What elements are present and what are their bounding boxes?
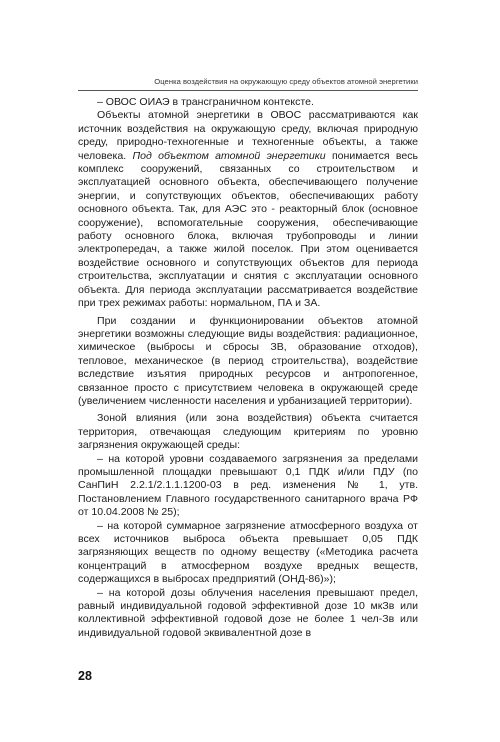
paragraph-4: Зоной влияния (или зона воздействия) объекта считается территория, отвечающая следующим критериям по уровню загрязнения окружающей среды: bbox=[78, 412, 418, 452]
paragraph-2-continuation: понимается весь комплекс сооружений, связанных со строительством и эксплуатацией основного объекта, обеспечивающего получение энергии, и сопутствующих объектов, обеспечивающих работу основного объекта. Так, для АЭС это - реакторный блок (основное сооружение), вспомогательные сооружения, обеспечивающие работу основного блока, включая трубопроводы и линии электропередач, а также жилой поселок. При этом оценивается воздействие основного и сопутствующих объектов для периода строительства, эксплуатации и снятия с эксплуатации основного объекта. Для периода эксплуатации рассматривается воздействие при трех режимах работы: нормальном, ПА и ЗА. bbox=[78, 149, 419, 310]
criterion-3: – на которой дозы облучения населения превышают предел, равный индивидуальной годовой эффективной дозе 10 мкЗв или коллективной эффективной годовой дозе не более 1 чел-Зв или индивидуальной годовой эквивалентной дозе в bbox=[78, 586, 418, 639]
running-header: Оценка воздействия на окружающую среду объектов атомной энергетики bbox=[78, 77, 418, 91]
criterion-2: – на которой суммарное загрязнение атмосферного воздуха от всех источников выброса объекта превышает 0,05 ПДК загрязняющих веществ по одному веществу («Методика расчета концентраций в атмосферном воздухе вредных веществ, содержащихся в выбросах предприятий (ОНД-86)»); bbox=[78, 519, 418, 586]
page-number: 28 bbox=[78, 669, 92, 683]
paragraph-1: – ОВОС ОИАЭ в трансграничном контексте. bbox=[97, 96, 314, 108]
paragraph-3: При создании и функционировании объектов атомной энергетики возможны следующие виды воздействия: радиационное, химическое (выбросы и сбросы ЗВ, образование отходов), тепловое, механическое (в период строительства), воздействие вследствие изъятия природных ресурсов и антропогенное, связанное просто с присутствием человека в окружающей среде (увеличением численности населения и урбанизацией территории). bbox=[78, 314, 418, 407]
body-text bbox=[78, 96, 418, 640]
criterion-1: – на которой уровни создаваемого загрязнения за пределами промышленной площадки превышают 0,1 ПДК и/или ПДУ (по СанПиН 2.2.1/2.1.1.1200-03 в ред. изменения № 1, утв. Постановлением Главного государственного санитарного врача РФ от 10.04.2008 № 25); bbox=[78, 452, 418, 519]
emphasized-term: Под объектом атомной энергетики bbox=[132, 149, 326, 162]
paragraph-2 bbox=[78, 109, 418, 310]
paragraph-2-text: Объекты атомной энергетики в ОВОС рассматриваются как источник воздействия на окружающую среду, включая природную среду, природно-техногенные и техногенные объекты, а также человека. bbox=[78, 109, 418, 162]
